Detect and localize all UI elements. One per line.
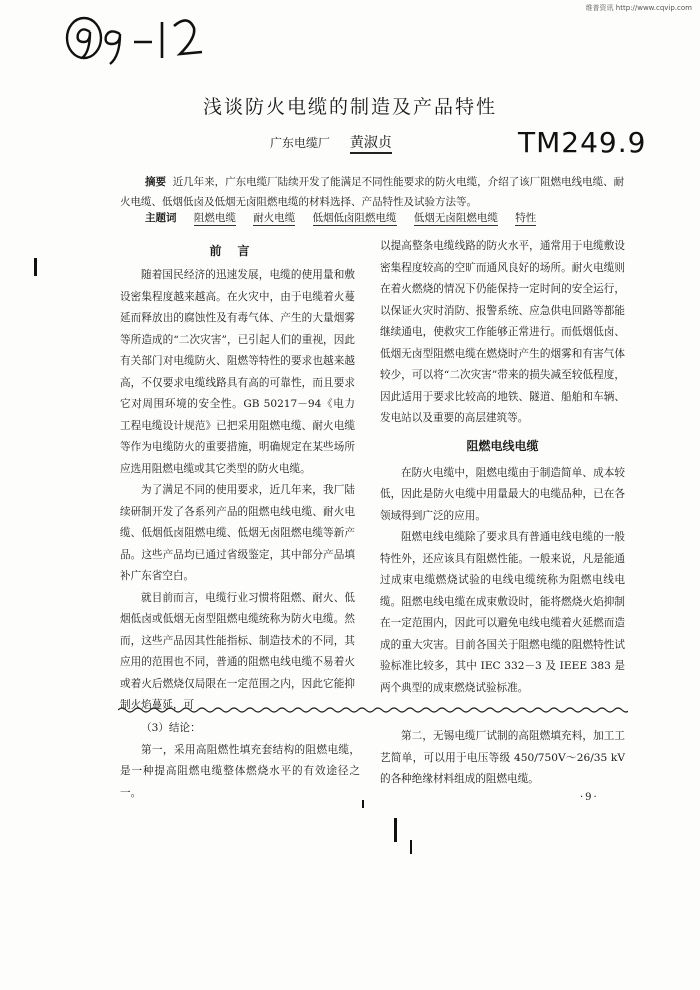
author-name: 黄淑贞 bbox=[350, 135, 392, 154]
watermark: 维普资讯 http://www.cqvip.com bbox=[585, 4, 692, 12]
keyword: 阻燃电缆 bbox=[193, 212, 236, 224]
article-title: 浅谈防火电缆的制造及产品特性 bbox=[202, 96, 497, 118]
left-column bbox=[120, 244, 355, 717]
abstract bbox=[120, 172, 625, 212]
paragraph: 为了满足不同的使用要求，近几年来，我厂陆续研制开发了各系列产品的阻燃电线电缆、耐火电缆、低烟低卤阻燃电缆、低烟无卤阻燃电缆等新产品。这些产品均已通过省级鉴定，其中部分产品填补广东省空白。 bbox=[120, 484, 355, 582]
wavy-divider bbox=[118, 706, 628, 714]
abstract-label: 摘要 bbox=[145, 176, 166, 188]
scan-mark bbox=[34, 258, 37, 276]
bottom-right-block bbox=[380, 726, 625, 791]
paragraph: 在防火电缆中，阻燃电缆由于制造简单、成本较低，因此是防火电缆中用量最大的电缆品种，已在各领域得到广泛的应用。 bbox=[380, 466, 625, 522]
keyword: 特性 bbox=[515, 212, 537, 224]
keyword: 低烟低卤阻燃电缆 bbox=[312, 212, 397, 224]
paragraph: 第二，无锡电缆厂试制的高阻燃填充料，加工工艺简单，可以用于电压等级 450/750V～26/35 kV 的各种绝缘材料组成的阻燃电缆。 bbox=[380, 730, 625, 785]
handwritten-annotation-drawing bbox=[62, 10, 212, 70]
scan-mark bbox=[410, 840, 412, 854]
paragraph: 就目前而言，电缆行业习惯将阻燃、耐火、低烟低卤或低烟无卤型阻燃电缆统称为防火电缆。然而，这些产品因其性能指标、制造技术的不同，其应用的范围也不同，普通的阻燃电线电缆不易着火或着火后燃烧仅局限在一定范围之内，因此它能抑制火焰蔓延，可 bbox=[120, 591, 355, 711]
keywords-label: 主题词 bbox=[145, 212, 177, 224]
scan-mark bbox=[394, 818, 397, 842]
classification-number: TM249.9 bbox=[518, 126, 647, 159]
author-org: 广东电缆厂 bbox=[270, 136, 331, 150]
bottom-left-block bbox=[120, 718, 360, 804]
section-heading-preface: 前言 bbox=[209, 244, 266, 258]
paragraph: 第一，采用高阻燃性填充套结构的阻燃电缆，是一种提高阻燃电缆整体燃烧水平的有效途径之一。 bbox=[120, 743, 360, 799]
handwritten-annotation bbox=[62, 10, 212, 70]
abstract-text: 近几年来，广东电缆厂陆续开发了能满足不同性能要求的防火电缆，介绍了该厂阻燃电线电缆、耐火电缆、低烟低卤及低烟无卤阻燃电缆的材料选择、产品特性及试验方法等。 bbox=[120, 176, 625, 208]
conclusion-heading: （3）结论： bbox=[141, 722, 201, 734]
author-line bbox=[270, 132, 392, 152]
right-column bbox=[380, 236, 625, 699]
paragraph: 以提高整条电缆线路的防火水平，通常用于电缆敷设密集程度较高的空旷而通风良好的场所。耐火电缆则在着火燃烧的情况下仍能保持一定时间的安全运行，以保证火灾时消防、报警系统、应急供电回路等都能继续通电，使救灾工作能够正常进行。而低烟低卤、低烟无卤型阻燃电缆在燃烧时产生的烟雾和有害气体较少，可以将“二次灾害”带来的损失减至较低程度，因此适用于要求比较高的地铁、隧道、船舶和车辆、发电站以及重要的高层建筑等。 bbox=[380, 240, 625, 424]
keyword: 低烟无卤阻燃电缆 bbox=[413, 212, 498, 224]
keyword: 耐火电缆 bbox=[253, 212, 296, 224]
paragraph: 阻燃电线电缆除了要求具有普通电线电缆的一般特性外，还应该具有阻燃性能。一般来说，凡是能通过成束电缆燃烧试验的电线电缆统称为阻燃电线电缆。阻燃电线电缆在成束敷设时，能将燃烧火焰抑制在一定范围内，因此可以避免电线电缆着火延燃而造成的重大灾害。目前各国关于阻燃电缆的阻燃特性试验标准比较多，其中 IEC 332－3 及 IEEE 383 是两个典型的成束燃烧试验标准。 bbox=[380, 531, 625, 694]
keywords bbox=[145, 210, 625, 226]
scan-mark bbox=[362, 800, 364, 808]
section-heading-flame-retardant: 阻燃电线电缆 bbox=[466, 438, 539, 453]
paragraph: 随着国民经济的迅速发展，电缆的使用量和敷设密集程度越来越高。在火灾中，由于电缆着火蔓延而释放出的腐蚀性及有毒气体、产生的大量烟雾等所造成的“二次灾害”，已引起人们的重视，因此有关部门对电缆防火、阻燃等特性的要求也越来越高，不仅要求电缆线路具有高的可靠性，而且要求它对周围环境的安全性。GB 50217－94《电力工程电缆设计规范》已把采用阻燃电缆、耐火电缆等作为电缆防火的重要措施，明确规定在某些场所应选用阻燃电缆或其它类型的防火电缆。 bbox=[120, 269, 355, 475]
page-number: ·9· bbox=[580, 792, 599, 803]
